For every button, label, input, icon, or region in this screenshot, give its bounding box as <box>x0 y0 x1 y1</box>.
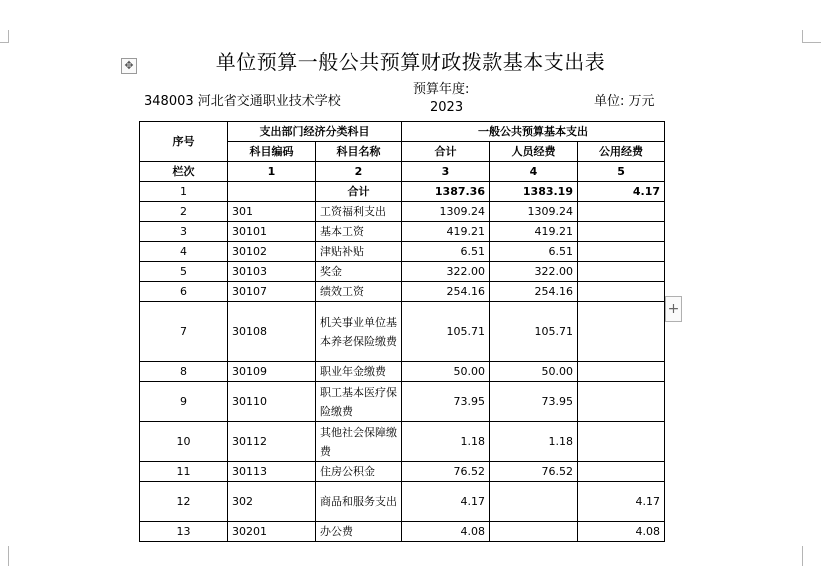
cell-personnel: 254.16 <box>490 282 578 302</box>
page-title: 单位预算一般公共预算财政拨款基本支出表 <box>215 50 606 74</box>
page-corner-top-right <box>802 30 821 43</box>
table-row <box>140 382 665 422</box>
cell-seq: 9 <box>140 382 228 422</box>
cell-name: 商品和服务支出 <box>316 482 402 522</box>
cell-seq: 3 <box>140 222 228 242</box>
unit-code-name: 348003 河北省交通职业技术学校 <box>144 94 341 109</box>
cell-seq: 7 <box>140 302 228 362</box>
column-index-2: 2 <box>316 162 402 182</box>
cell-public <box>578 242 665 262</box>
cell-name: 住房公积金 <box>316 462 402 482</box>
cell-public <box>578 222 665 242</box>
table-row <box>140 182 665 202</box>
cell-personnel: 419.21 <box>490 222 578 242</box>
cell-code: 30108 <box>228 302 316 362</box>
header-budget-group: 一般公共预算基本支出 <box>402 122 665 142</box>
cell-name: 绩效工资 <box>316 282 402 302</box>
cell-public <box>578 262 665 282</box>
cell-name: 其他社会保障缴费 <box>316 422 402 462</box>
cell-public <box>578 362 665 382</box>
column-index-4: 4 <box>490 162 578 182</box>
cell-seq: 1 <box>140 182 228 202</box>
cell-name: 办公费 <box>316 522 402 542</box>
cell-seq: 13 <box>140 522 228 542</box>
cell-personnel: 1383.19 <box>490 182 578 202</box>
cell-total: 50.00 <box>402 362 490 382</box>
cell-total: 1387.36 <box>402 182 490 202</box>
cell-seq: 4 <box>140 242 228 262</box>
cell-seq: 12 <box>140 482 228 522</box>
cell-code: 30102 <box>228 242 316 262</box>
cell-personnel: 73.95 <box>490 382 578 422</box>
header-total: 合计 <box>402 142 490 162</box>
header-code: 科目编码 <box>228 142 316 162</box>
cell-public <box>578 202 665 222</box>
cell-code: 30201 <box>228 522 316 542</box>
header-name: 科目名称 <box>316 142 402 162</box>
cell-public <box>578 382 665 422</box>
cell-seq: 5 <box>140 262 228 282</box>
cell-name: 机关事业单位基本养老保险缴费 <box>316 302 402 362</box>
cell-total: 1309.24 <box>402 202 490 222</box>
table-move-handle-icon[interactable]: ✥ <box>121 58 137 74</box>
cell-seq: 2 <box>140 202 228 222</box>
cell-total: 73.95 <box>402 382 490 422</box>
cell-seq: 11 <box>140 462 228 482</box>
table-row <box>140 462 665 482</box>
cell-total: 419.21 <box>402 222 490 242</box>
cell-code: 30103 <box>228 262 316 282</box>
budget-table <box>139 121 665 542</box>
cell-code: 30113 <box>228 462 316 482</box>
cell-total: 322.00 <box>402 262 490 282</box>
column-index-label: 栏次 <box>140 162 228 182</box>
header-row-1 <box>140 122 665 142</box>
cell-total: 1.18 <box>402 422 490 462</box>
cell-name: 职工基本医疗保险缴费 <box>316 382 402 422</box>
column-index-row <box>140 162 665 182</box>
cell-code: 30109 <box>228 362 316 382</box>
cell-code <box>228 182 316 202</box>
cell-personnel: 322.00 <box>490 262 578 282</box>
cell-total: 254.16 <box>402 282 490 302</box>
cell-public: 4.17 <box>578 482 665 522</box>
cell-code: 30107 <box>228 282 316 302</box>
cell-name: 津贴补贴 <box>316 242 402 262</box>
cell-personnel: 50.00 <box>490 362 578 382</box>
add-column-icon[interactable]: + <box>665 296 682 322</box>
cell-personnel <box>490 522 578 542</box>
cell-public <box>578 422 665 462</box>
cell-public <box>578 282 665 302</box>
cell-public: 4.08 <box>578 522 665 542</box>
table-row <box>140 222 665 242</box>
table-row <box>140 362 665 382</box>
cell-public <box>578 302 665 362</box>
table-row <box>140 482 665 522</box>
cell-total: 4.08 <box>402 522 490 542</box>
cell-code: 302 <box>228 482 316 522</box>
cell-name: 职业年金缴费 <box>316 362 402 382</box>
budget-year: 2023 <box>430 100 464 115</box>
cell-name: 工资福利支出 <box>316 202 402 222</box>
cell-personnel: 6.51 <box>490 242 578 262</box>
cell-total: 6.51 <box>402 242 490 262</box>
table-row <box>140 522 665 542</box>
cell-name: 合计 <box>316 182 402 202</box>
currency-unit: 单位: 万元 <box>594 94 655 109</box>
table-row <box>140 302 665 362</box>
column-index-1: 1 <box>228 162 316 182</box>
page-corner-top-left <box>0 30 9 43</box>
cell-total: 4.17 <box>402 482 490 522</box>
column-index-5: 5 <box>578 162 665 182</box>
table-row <box>140 262 665 282</box>
cell-code: 30112 <box>228 422 316 462</box>
cell-name: 奖金 <box>316 262 402 282</box>
table-row <box>140 202 665 222</box>
budget-year-label: 预算年度: <box>413 82 470 97</box>
cell-public: 4.17 <box>578 182 665 202</box>
cell-total: 76.52 <box>402 462 490 482</box>
page-corner-bottom-left <box>0 546 9 566</box>
cell-code: 301 <box>228 202 316 222</box>
table-row <box>140 282 665 302</box>
cell-public <box>578 462 665 482</box>
cell-personnel: 1309.24 <box>490 202 578 222</box>
header-seq: 序号 <box>140 122 228 162</box>
header-personnel: 人员经费 <box>490 142 578 162</box>
cell-name: 基本工资 <box>316 222 402 242</box>
cell-personnel: 76.52 <box>490 462 578 482</box>
cell-seq: 10 <box>140 422 228 462</box>
table-row <box>140 422 665 462</box>
cell-total: 105.71 <box>402 302 490 362</box>
cell-code: 30110 <box>228 382 316 422</box>
column-index-3: 3 <box>402 162 490 182</box>
cell-code: 30101 <box>228 222 316 242</box>
cell-personnel: 1.18 <box>490 422 578 462</box>
header-dept-group: 支出部门经济分类科目 <box>228 122 402 142</box>
cell-seq: 6 <box>140 282 228 302</box>
cell-seq: 8 <box>140 362 228 382</box>
header-public: 公用经费 <box>578 142 665 162</box>
cell-personnel <box>490 482 578 522</box>
cell-personnel: 105.71 <box>490 302 578 362</box>
page-corner-bottom-right <box>802 546 821 566</box>
table-row <box>140 242 665 262</box>
